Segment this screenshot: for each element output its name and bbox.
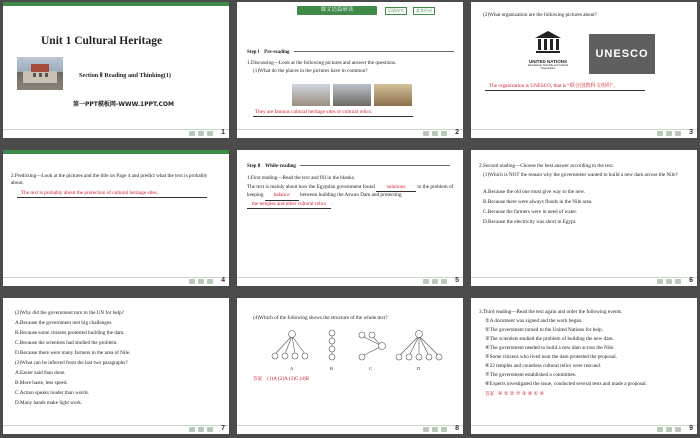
un-label: UNITED NATIONS	[529, 59, 567, 64]
slide-3[interactable]	[471, 2, 697, 138]
slide-footer	[3, 129, 229, 138]
slide-4[interactable]	[3, 150, 229, 286]
step-heading	[247, 49, 454, 55]
answer-label: 答案	[485, 392, 494, 397]
step-heading	[247, 163, 450, 169]
prev-icon[interactable]	[189, 131, 195, 136]
order-item: ⑦	[515, 391, 521, 397]
slide-footer	[3, 277, 229, 286]
palace-icon	[17, 57, 63, 90]
slide-6[interactable]	[471, 150, 697, 286]
site-watermark: 第一PPT模板网-WWW.1PPT.COM	[73, 101, 174, 108]
event-item: ⑥22 temples and countless cultural relics were rescued.	[485, 363, 602, 369]
slide-footer	[471, 277, 697, 286]
slide-nav	[189, 279, 213, 284]
next-icon[interactable]	[441, 279, 447, 284]
question-2: (2)Why did the government turn to the UN for help?	[15, 310, 125, 316]
next-icon[interactable]	[675, 131, 681, 136]
home-icon[interactable]	[432, 131, 438, 136]
home-icon[interactable]	[198, 131, 204, 136]
answer-text: They are famous cultural heritage sites or cultural relics.	[255, 109, 373, 115]
next-icon[interactable]	[441, 131, 447, 136]
step-title: Pre-reading	[264, 50, 290, 55]
prev-icon[interactable]	[657, 279, 663, 284]
slide-nav	[189, 427, 213, 432]
event-item: ④The government needed to build a new dam across the Nile.	[485, 345, 615, 351]
slide-nav	[423, 427, 447, 432]
question-1: (1)Which is NOT the reason why the government wanted to build a new dam across the Nile?	[483, 172, 678, 178]
next-icon[interactable]	[441, 427, 447, 432]
diagram-b	[329, 330, 335, 360]
slide-nav	[423, 131, 447, 136]
question-4: (4)Which of the following shows the structure of the whole text?	[253, 315, 388, 321]
header-tag-2: 素养形成	[413, 7, 435, 15]
diagram-label-d: D	[417, 366, 421, 371]
option-c[interactable]: C.Action speaks louder than words.	[15, 390, 90, 396]
un-logo	[521, 30, 575, 76]
header-pill: 课文语篇研读	[297, 6, 377, 15]
option-c[interactable]: C.Because the farmers were in need of water.	[483, 209, 578, 215]
diagram-label-c: C	[369, 366, 373, 371]
page-number: 6	[689, 277, 693, 284]
slide-2[interactable]	[237, 2, 463, 138]
slide-nav	[423, 279, 447, 284]
event-item: ①A document was signed and the work began.	[485, 318, 583, 324]
paragraph-text: problem of keeping	[247, 184, 454, 199]
structure-diagrams	[237, 328, 463, 378]
answer-values: (1)A (2)A (3)C (4)B	[267, 376, 310, 382]
slide-nav	[657, 427, 681, 432]
predicting-line: 2.Predicting—Look at the pictures and the title on Page 4 and predict what the text is probably about.	[11, 173, 208, 187]
slide-footer	[471, 425, 697, 434]
home-icon[interactable]	[198, 427, 204, 432]
diagram-c	[359, 332, 386, 360]
prev-icon[interactable]	[423, 131, 429, 136]
slide-nav	[657, 131, 681, 136]
order-item: ④	[497, 391, 503, 397]
paragraph-text: to the	[417, 184, 430, 190]
first-reading-line: 1.First reading—Read the text and fill in the blanks.	[247, 175, 356, 181]
paragraph-text: .	[331, 200, 333, 207]
home-icon[interactable]	[432, 279, 438, 284]
event-item: ⑦The government established a committee.	[485, 372, 577, 378]
prev-icon[interactable]	[423, 279, 429, 284]
photo-2	[333, 84, 371, 106]
option-a[interactable]: A.Easier said than done.	[15, 370, 66, 376]
answer-underline	[17, 197, 207, 198]
blank-1[interactable]: solutions	[376, 184, 416, 192]
next-icon[interactable]	[675, 279, 681, 284]
diagram-label-a: A	[290, 366, 294, 371]
question-2: (2)What organization are the following pictures about?	[483, 12, 597, 18]
page-number: 2	[455, 129, 459, 136]
answer-line	[485, 391, 544, 398]
slide-footer	[237, 129, 463, 138]
temple-icon	[534, 30, 562, 54]
unesco-logo: UNESCO	[589, 34, 655, 74]
paragraph-text: between building the Aswan Dam and protecting	[300, 192, 402, 199]
answer-label: 答案	[253, 377, 262, 382]
slide-top-bar	[3, 2, 229, 6]
page-number: 9	[689, 425, 693, 432]
option-d[interactable]: D.Because the electricity was short in Egypt.	[483, 219, 577, 225]
order-item: ⑧	[527, 391, 533, 397]
header-tag-1: 语篇探究	[385, 7, 407, 15]
next-icon[interactable]	[207, 131, 213, 136]
option-c[interactable]: C.Because the scientists had studied the problem.	[15, 340, 118, 346]
question-1: (1)What do the places in the pictures have in common?	[253, 68, 368, 74]
home-icon[interactable]	[666, 279, 672, 284]
next-icon[interactable]	[207, 427, 213, 432]
slide-7[interactable]	[3, 298, 229, 434]
home-icon[interactable]	[432, 427, 438, 432]
question-3: (3)What can be inferred from the last two paragraphs?	[15, 360, 128, 366]
slide-footer	[237, 277, 463, 286]
un-sublabel: Educational, Scientific and Cultural Organization	[527, 64, 569, 70]
order-item: ①	[533, 391, 539, 397]
page-number: 8	[455, 425, 459, 432]
slide-1[interactable]	[3, 2, 229, 138]
slide-top-bar	[3, 150, 229, 154]
slide-nav	[657, 279, 681, 284]
option-b[interactable]: B.More haste, less speed.	[15, 380, 68, 386]
option-b[interactable]: B.Because there were always floods in the Nile area.	[483, 199, 593, 205]
option-d[interactable]: D.Because there were many farmers in the area of Nile.	[15, 350, 131, 356]
next-icon[interactable]	[675, 427, 681, 432]
diagram-label-b: B	[330, 366, 334, 371]
event-item: ②The government turned to the United Nations for help.	[485, 327, 604, 333]
order-item: ③	[521, 391, 527, 397]
option-b[interactable]: B.Because some citizens protested building the dam.	[15, 330, 125, 336]
slide-footer	[471, 129, 697, 138]
paragraph-text: The text is mainly about how the Egyptian government found	[247, 184, 375, 190]
page-number: 1	[221, 129, 225, 136]
photo-1	[292, 84, 330, 106]
answer-text: The text is probably about the protection of cultural heritage sites.	[21, 190, 158, 196]
slide-9[interactable]	[471, 298, 697, 434]
slide-5[interactable]	[237, 150, 463, 286]
option-a[interactable]: A.Because the old one must give way to the new.	[483, 189, 586, 195]
slide-nav	[189, 131, 213, 136]
prev-icon[interactable]	[189, 279, 195, 284]
prev-icon[interactable]	[657, 131, 663, 136]
step-title: While-reading	[265, 164, 296, 169]
event-item: ⑤Some citizens who lived near the dam protested the proposal.	[485, 354, 617, 360]
event-item: ③The scientists studied the problem of building the new dam.	[485, 336, 614, 342]
home-icon[interactable]	[666, 427, 672, 432]
page-number: 7	[221, 425, 225, 432]
answer-underline	[253, 116, 413, 117]
second-reading-line: 2.Second reading—Choose the best answer according to the text.	[479, 163, 615, 169]
home-icon[interactable]	[666, 131, 672, 136]
fill-paragraph	[247, 184, 457, 209]
step-label: Step Ⅱ	[247, 164, 261, 169]
page-number: 4	[221, 277, 225, 284]
prev-icon[interactable]	[423, 427, 429, 432]
page-number: 3	[689, 129, 693, 136]
event-item: ⑧Experts investigated the issue, conducted several tests and made a proposal.	[485, 381, 647, 387]
order-item: ⑥	[539, 391, 545, 397]
diagram-d	[396, 331, 442, 361]
slide-footer	[3, 425, 229, 434]
slide-title: Unit 1 Cultural Heritage	[41, 35, 163, 47]
blank-3[interactable]: the temples and other cultural relics	[247, 201, 331, 209]
home-icon[interactable]	[198, 279, 204, 284]
slide-footer	[237, 425, 463, 434]
photo-3	[374, 84, 412, 106]
step-label: Step Ⅰ	[247, 50, 260, 55]
third-reading-line: 3.Third reading—Read the text again and order the following events.	[479, 309, 623, 315]
next-icon[interactable]	[207, 279, 213, 284]
order-item: ②	[509, 391, 515, 397]
slide-header	[237, 5, 463, 15]
option-d[interactable]: D.Many hands make light work.	[15, 400, 83, 406]
option-a[interactable]: A.Because the government met big challenges.	[15, 320, 113, 326]
discussing-line: 1.Discussing—Look at the following pictures and answer the questions.	[247, 60, 397, 66]
slide-8[interactable]	[237, 298, 463, 434]
page-number: 5	[455, 277, 459, 284]
prev-icon[interactable]	[657, 427, 663, 432]
prev-icon[interactable]	[189, 427, 195, 432]
answer-underline	[485, 90, 645, 91]
section-title: Section Ⅱ Reading and Thinking(1)	[79, 72, 171, 79]
blank-2[interactable]: balance	[265, 192, 299, 200]
diagram-a	[272, 331, 308, 360]
answer-text: The organization is UNESCO, that is “联合国教科文组织”。	[489, 83, 619, 89]
answer-line	[253, 376, 309, 383]
order-item: ⑤	[503, 391, 509, 397]
heritage-photo	[17, 57, 63, 90]
